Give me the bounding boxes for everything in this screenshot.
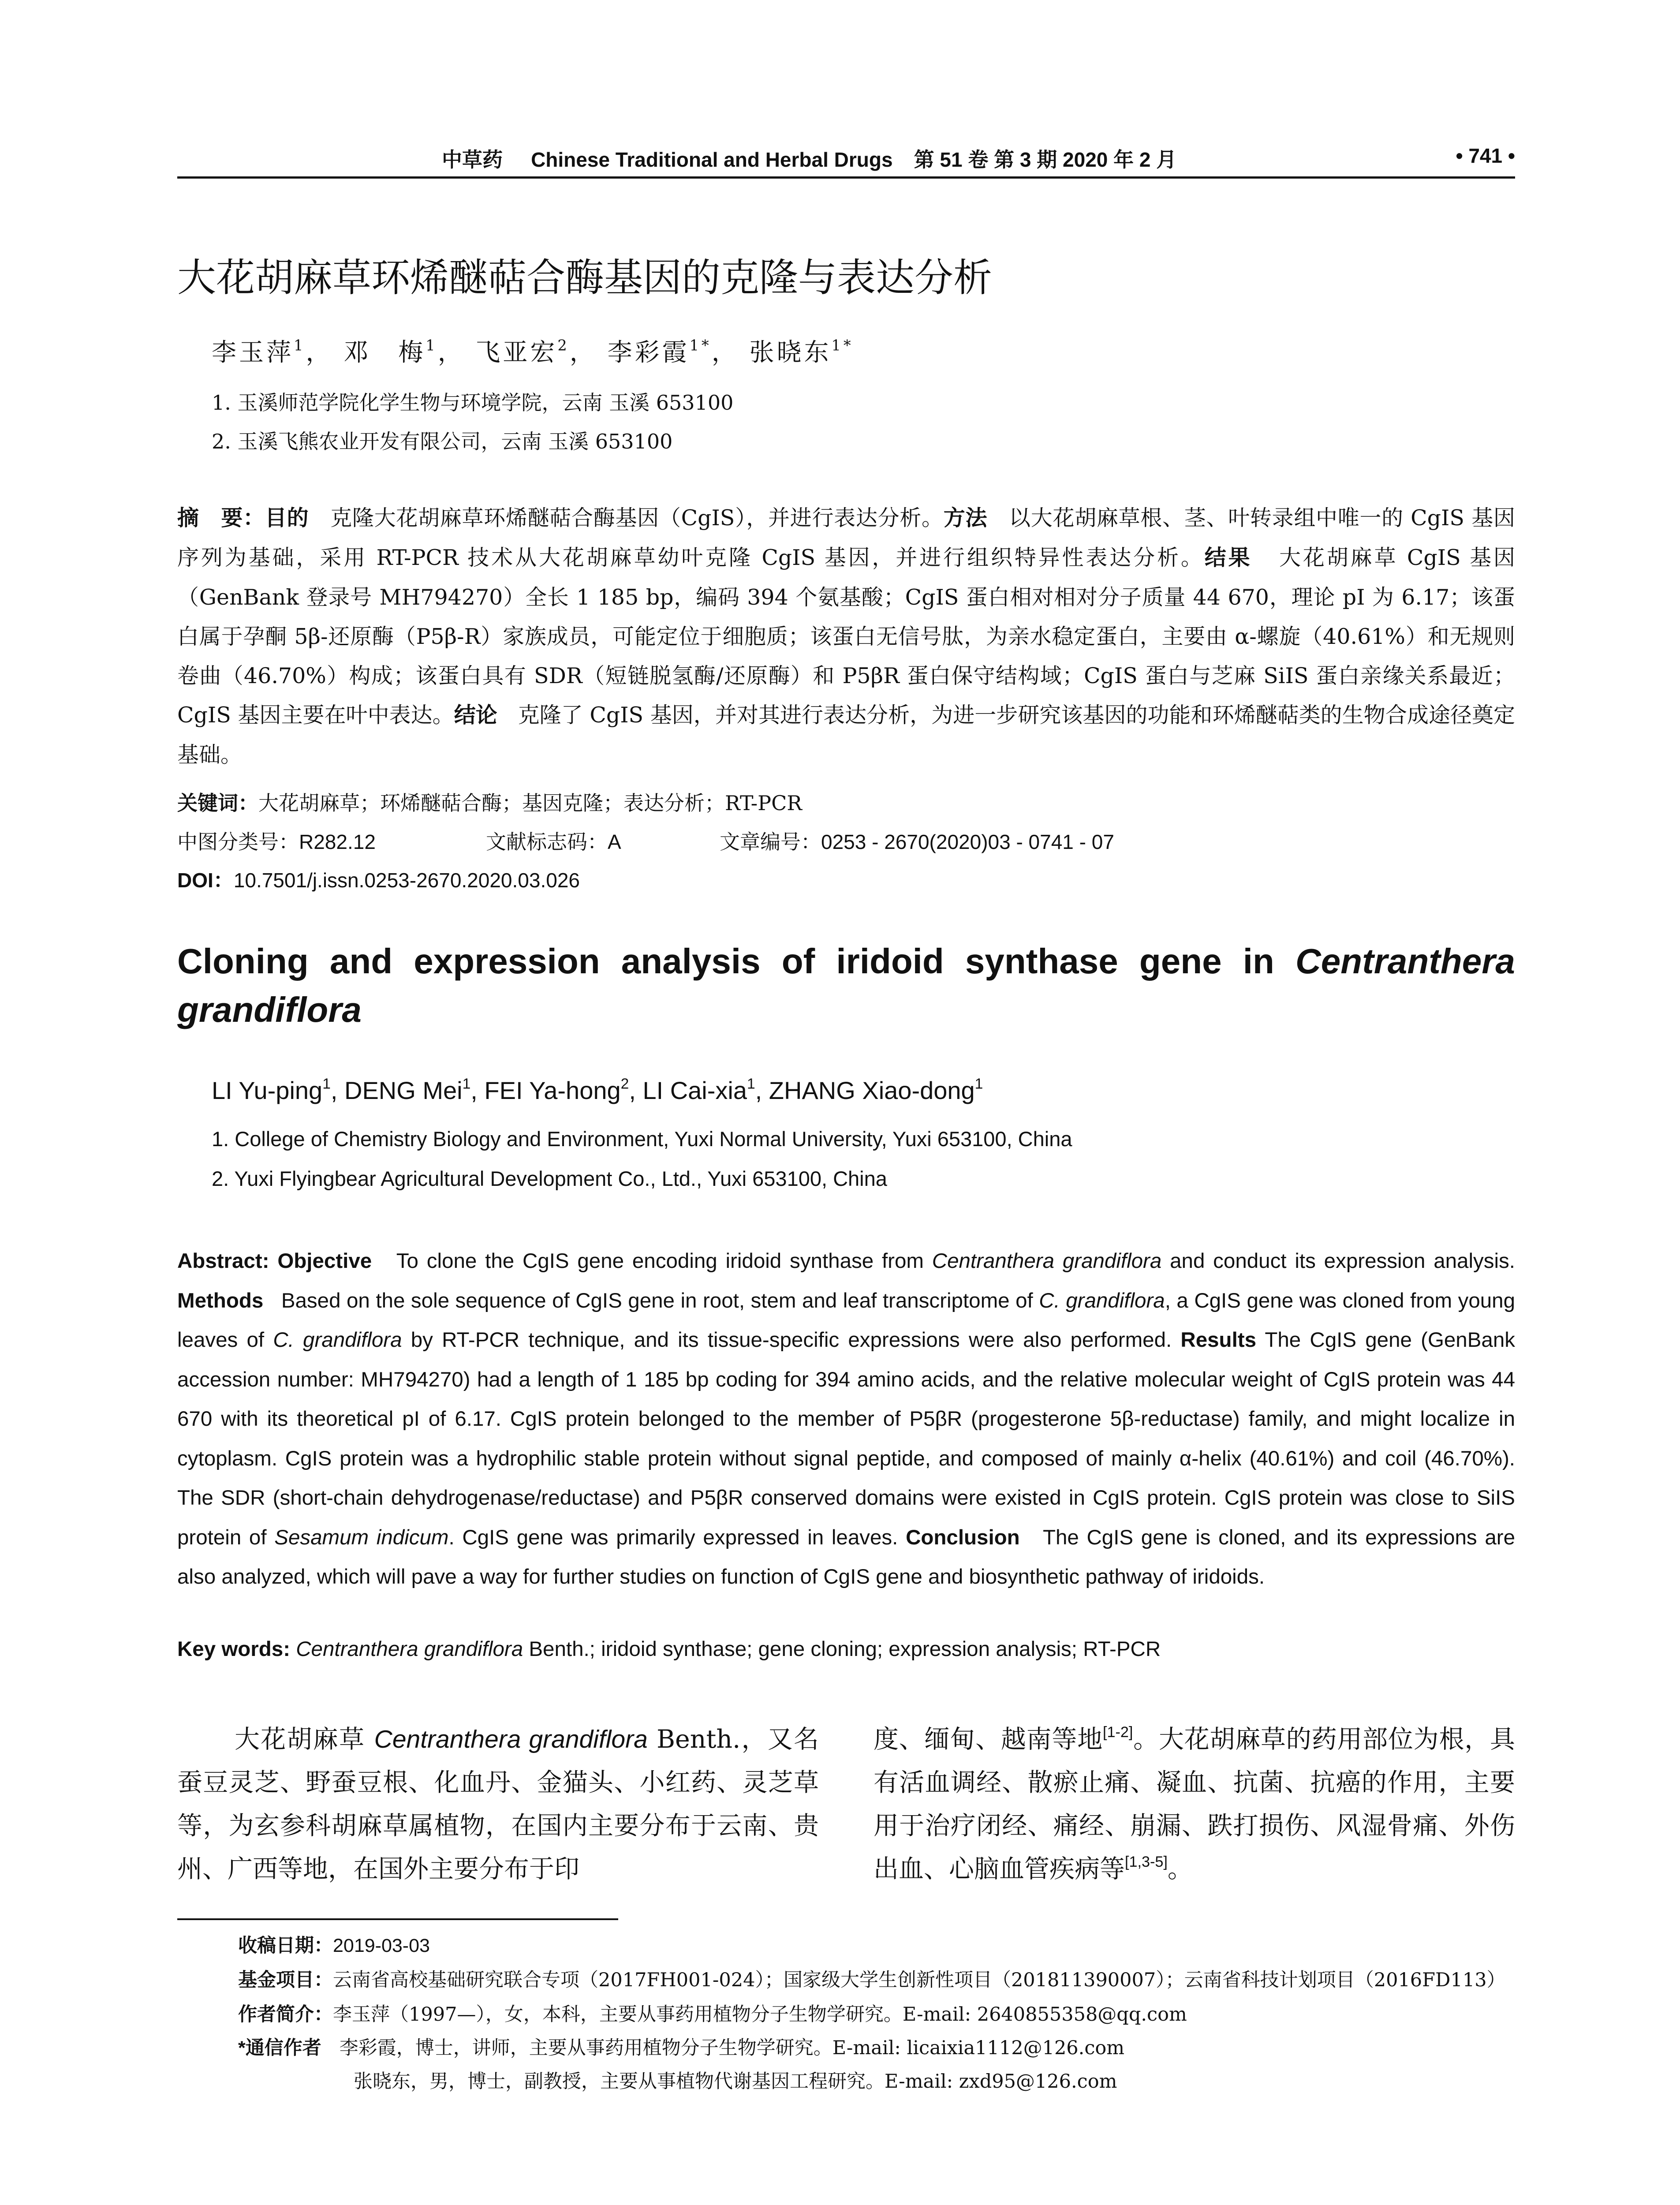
doi-link[interactable]: 10.7501/j.issn.0253-2670.2020.03.026 — [233, 869, 580, 892]
en-author-sup: 1 — [462, 1076, 471, 1092]
en-results-label: Results — [1180, 1328, 1257, 1352]
doi-label: DOI： — [177, 869, 234, 892]
cn-results-label: 结果 — [1204, 546, 1252, 570]
en-title-word: of — [781, 942, 815, 981]
en-title — [177, 937, 1515, 1034]
cn-classification — [177, 826, 1280, 855]
en-title-genus: Centranthera — [1295, 942, 1515, 981]
cn-affiliation-2: 2. 玉溪飞熊农业开发有限公司，云南 玉溪 653100 — [212, 430, 673, 453]
received-label: 收稿日期： — [238, 1935, 333, 1956]
footnote-corresponding — [238, 2033, 1124, 2060]
en-authors: LI Yu-ping$^1$, DENG Mei$^1$, FEI Ya-hong$^2$, LI Cai-xia$^1$, ZHANG Xiao-dong$^1$ — [212, 1076, 983, 1104]
cn-author-sup: 1* — [831, 336, 854, 354]
en-objective-text-b: and conduct its expression analysis. — [1161, 1249, 1515, 1273]
cn-objective-text: 克隆大花胡麻草环烯醚萜合酶基因（CgIS），并进行表达分析。 — [330, 505, 944, 531]
body-text: Benth.，又名蚕豆灵芝、野蚕豆根、化血丹、金猫头、小红药、灵芝草等，为玄参科胡麻草属植物，在国内主要分布于云南、贵州、广西等地，在国外主要分布于印 — [177, 1725, 819, 1884]
cn-abstract-label: 摘 要： — [177, 506, 265, 530]
fund-text: 云南省高校基础研究联合专项（2017FH001-024）；国家级大学生创新性项目（201811390007）；云南省科技计划项目（2016FD113） — [333, 1969, 1506, 1991]
journal-name-en: Chinese Traditional and Herbal Drugs — [531, 148, 893, 171]
footnote-fund — [238, 1965, 1506, 1992]
class-label: 中图分类号： — [177, 830, 299, 853]
en-title-word: synthase — [965, 942, 1118, 981]
body-text: 。 — [1167, 1854, 1193, 1884]
en-title-word: Cloning — [177, 942, 309, 981]
header-rule — [177, 176, 1515, 179]
cn-authors: 李玉萍$^1$， 邓 梅$^1$， 飞亚宏$^2$， 李彩霞$^{1*}$， 张晓东$^{1*}$ — [212, 336, 854, 367]
en-author: LI Cai-xia — [642, 1076, 747, 1104]
en-title-word: iridoid — [836, 942, 944, 981]
en-methods-label: Methods — [177, 1289, 264, 1312]
citation-ref[interactable]: [1-2] — [1102, 1724, 1133, 1741]
cn-objective-label: 目的 — [265, 506, 309, 530]
en-author: DENG Mei — [344, 1076, 463, 1104]
en-abstract-label: Abstract: — [177, 1249, 269, 1273]
cn-conclusion-label: 结论 — [454, 703, 497, 727]
corr-label: *通信作者 — [238, 2037, 321, 2059]
en-objective-label: Objective — [277, 1249, 372, 1273]
cn-results-text: 大花胡麻草 CgIS 基因（GenBank 登录号 MH794270）全长 1 185 bp，编码 394 个氨基酸；CgIS 蛋白相对相对分子质量 44 670，理论 pI 为 6.17；该蛋白属于孕酮 5β-还原酶（P5β-R）家族成员，可能定位于细胞质；该蛋白无信号肽，为亲水稳定蛋白，主要由 α-螺旋（40.61%）和无规则卷曲（46.70%）构成；该蛋白具有 SDR（短链脱氢酶/还原酶）和 P5βR 蛋白保守结构域；CgIS 蛋白与芝麻 SiIS 蛋白亲缘关系最近；CgIS 基因主要在叶中表达。 — [177, 545, 1515, 728]
footnote-bio — [238, 1999, 1187, 2026]
class-value: R282.12 — [299, 830, 376, 853]
en-methods-text-a: Based on the sole sequence of CgIS gene in root, stem and leaf transcriptome of — [281, 1289, 1039, 1312]
doc-code-label: 文献标志码： — [486, 830, 608, 853]
en-conclusion-text: The CgIS gene is cloned, and its expressions are also analyzed, which will pave a way for further studies on function of CgIS gene and biosynthetic pathway of iridoids. — [177, 1525, 1516, 1588]
en-title-word: and — [329, 942, 393, 981]
en-author: LI Yu-ping — [212, 1076, 323, 1104]
en-methods-text-b: , a CgIS gene was cloned from young leaves of — [177, 1289, 1516, 1352]
en-author: ZHANG Xiao-dong — [769, 1076, 975, 1104]
en-title-word: in — [1243, 942, 1274, 981]
en-conclusion-label: Conclusion — [906, 1525, 1020, 1549]
cn-author-sup: 1* — [689, 336, 712, 354]
en-objective-species: Centranthera grandiflora — [932, 1249, 1162, 1273]
en-keywords-species: Centranthera grandiflora — [296, 1637, 523, 1661]
en-author-sup: 2 — [620, 1076, 629, 1092]
journal-name — [442, 144, 1176, 173]
bio-text: 李玉萍（1997—），女，本科，主要从事药用植物分子生物学研究。E-mail: 2640855358@qq.com — [333, 2003, 1187, 2026]
cn-title: 大花胡麻草环烯醚萜合酶基因的克隆与表达分析 — [177, 255, 993, 300]
en-title-species: grandiflora — [177, 990, 362, 1029]
en-keywords — [177, 1637, 1515, 1661]
cn-author: 张晓东 — [749, 338, 832, 367]
journal-name-cn: 中草药 — [442, 148, 503, 172]
running-header — [177, 140, 1515, 171]
en-affiliation-2: 2. Yuxi Flyingbear Agricultural Development Co., Ltd., Yuxi 653100, China — [212, 1167, 887, 1190]
fund-label: 基金项目： — [238, 1970, 333, 1991]
cn-author: 李玉萍 — [212, 338, 294, 367]
en-keywords-label: Key words: — [177, 1637, 291, 1661]
citation-ref[interactable]: [1,3-5] — [1125, 1854, 1168, 1871]
en-methods-species-1: C. grandiflora — [1039, 1289, 1165, 1312]
en-methods-species-2: C. grandiflora — [273, 1328, 402, 1352]
en-objective-text-a: To clone the CgIS gene encoding iridoid synthase from — [396, 1249, 932, 1273]
en-title-word: gene — [1139, 942, 1222, 981]
en-affiliation-1: 1. College of Chemistry Biology and Environment, Yuxi Normal University, Yuxi 653100, China — [212, 1127, 1072, 1151]
en-results-text-b: . CgIS gene was primarily expressed in leaves. — [448, 1525, 898, 1549]
en-author-sup: 1 — [322, 1076, 331, 1092]
en-title-line-1 — [177, 937, 1515, 986]
received-date: 2019-03-03 — [333, 1935, 430, 1956]
cn-author: 邓 梅 — [343, 338, 426, 367]
en-title-word: expression — [414, 942, 600, 981]
en-author: FEI Ya-hong — [484, 1076, 621, 1104]
cn-author: 飞亚宏 — [475, 338, 558, 367]
body-text: 度、缅甸、越南等地 — [874, 1725, 1103, 1754]
article-no-value: 0253 - 2670(2020)03 - 0741 - 07 — [821, 830, 1114, 853]
doi-line — [177, 864, 580, 893]
bio-label: 作者简介： — [238, 2004, 333, 2025]
body-column-right — [874, 1718, 1515, 1891]
en-title-line-2 — [177, 986, 1515, 1034]
en-results-text-a: The CgIS gene (GenBank accession number: MH794270) had a length of 1 185 bp coding for 394 amino acids, and the relative molecular weight of CgIS protein was 44 670 with its theoretical pI of 6.17. CgIS protein belonged to the member of P5βR (progesterone 5β-reductase) family, and might localize in cytoplasm. CgIS protein was a hydrophilic stable protein without signal peptide, and composed of mainly α-helix (40.61%) and coil (46.70%). The SDR (short-chain dehydrogenase/reductase) and P5βR conserved domains were existed in CgIS protein. CgIS protein was close to SiIS protein of — [177, 1328, 1515, 1549]
cn-methods-label: 方法 — [943, 506, 988, 530]
article-no-label: 文章编号： — [720, 830, 821, 853]
en-author-sup: 1 — [974, 1076, 983, 1092]
doc-code-value: A — [608, 830, 621, 853]
footnote-corresponding-2: 张晓东，男，博士，副教授，主要从事植物代谢基因工程研究。E-mail: zxd95@126.com — [354, 2070, 1117, 2093]
cn-author-sup: 1 — [426, 336, 438, 354]
body-text: 大花胡麻草 — [235, 1725, 374, 1754]
body-column-left — [177, 1718, 819, 1891]
cn-affiliation-1: 1. 玉溪师范学院化学生物与环境学院，云南 玉溪 653100 — [212, 391, 734, 415]
cn-author: 李彩霞 — [607, 338, 690, 367]
en-results-species: Sesamum indicum — [274, 1525, 449, 1549]
en-methods-text-c: by RT-PCR technique, and its tissue-specific expressions were also performed. — [402, 1328, 1172, 1352]
cn-keywords — [177, 787, 802, 816]
page-number: • 741 • — [1456, 144, 1515, 167]
issue-info: 第 51 卷 第 3 期 2020 年 2 月 — [914, 148, 1177, 171]
en-abstract — [177, 1241, 1515, 1597]
cn-abstract — [177, 498, 1515, 774]
en-author-sup: 1 — [747, 1076, 755, 1092]
cn-keywords-text: 大花胡麻草；环烯醚萜合酶；基因克隆；表达分析；RT-PCR — [258, 791, 802, 815]
footnote-received — [238, 1931, 430, 1958]
cn-conclusion-text: 克隆了 CgIS 基因，并对其进行表达分析，为进一步研究该基因的功能和环烯醚萜类的生物合成途径奠定基础。 — [177, 703, 1515, 767]
footnote-rule — [177, 1918, 618, 1920]
corr-text-1: 李彩霞，博士，讲师，主要从事药用植物分子生物学研究。E-mail: licaixia1112@126.com — [339, 2037, 1125, 2059]
cn-methods-text: 以大花胡麻草根、茎、叶转录组中唯一的 CgIS 基因序列为基础，采用 RT-PCR 技术从大花胡麻草幼叶克隆 CgIS 基因，并进行组织特异性表达分析。 — [177, 505, 1515, 570]
en-title-word: analysis — [621, 942, 761, 981]
cn-keywords-label: 关键词： — [177, 792, 258, 815]
body-species: Centranthera grandiflora — [374, 1725, 648, 1753]
cn-author-sup: 2 — [557, 336, 570, 354]
cn-author-sup: 1 — [294, 336, 306, 354]
en-keywords-text: Benth.; iridoid synthase; gene cloning; expression analysis; RT-PCR — [523, 1637, 1161, 1661]
body-text: 。大花胡麻草的药用部位为根，具有活血调经、散瘀止痛、凝血、抗菌、抗癌的作用，主要用于治疗闭经、痛经、崩漏、跌打损伤、风湿骨痛、外伤出血、心脑血管疾病等 — [874, 1725, 1516, 1884]
